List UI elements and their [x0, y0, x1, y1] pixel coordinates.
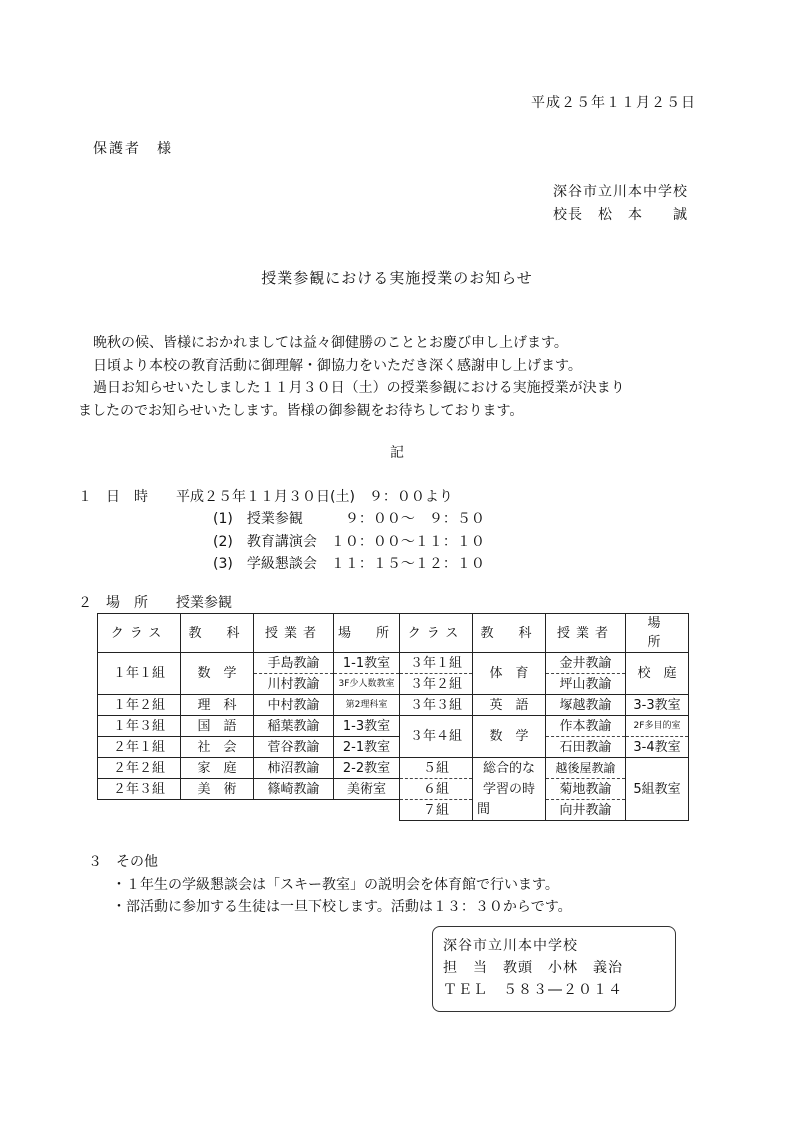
place-cell: 5組教室 — [626, 758, 689, 821]
contact-phone: ＴＥＬ ５８３―２０１４ — [443, 982, 623, 998]
header-cell: クラス — [98, 614, 181, 653]
place-cell: 2-1教室 — [334, 737, 400, 758]
teacher-cell: 中村教諭 — [254, 695, 334, 716]
teacher-cell: 手島教諭 — [254, 653, 334, 674]
teacher-cell: 越後屋教諭 — [546, 758, 626, 779]
class-cell: ３年２組 — [400, 674, 473, 695]
table-row — [98, 716, 689, 737]
class-cell: ３年１組 — [400, 653, 473, 674]
school-name: 深谷市立川本中学校 — [553, 184, 688, 200]
teacher-cell: 篠崎教諭 — [254, 779, 334, 800]
contact-box — [432, 926, 676, 1012]
empty-cell — [334, 800, 400, 821]
contact-school: 深谷市立川本中学校 — [443, 938, 578, 954]
header-cell: 場 所 — [334, 614, 400, 653]
place-cell: 校 庭 — [626, 653, 689, 695]
ki-marker: 記 — [390, 445, 404, 461]
subject-cell: 体 育 — [473, 653, 546, 695]
class-schedule-table — [97, 613, 689, 821]
document-title: 授業参観における実施授業のお知らせ — [261, 269, 533, 287]
class-cell: ２年１組 — [98, 737, 181, 758]
teacher-cell: 川村教諭 — [254, 674, 334, 695]
subject-cell: 家 庭 — [181, 758, 254, 779]
header-cell: 授業者 — [546, 614, 626, 653]
principal-name: 校長 松 本 誠 — [553, 207, 688, 223]
place-cell: 3-4教室 — [626, 737, 689, 758]
teacher-cell: 稲葉教諭 — [254, 716, 334, 737]
section-datetime-heading: １ 日 時 平成２５年１１月３０日(土) ９：００より — [78, 489, 453, 505]
place-cell: 2-2教室 — [334, 758, 400, 779]
table-row — [98, 695, 689, 716]
schedule-item: (3) 学級懇談会 １１：１５～１２：１０ — [213, 556, 485, 572]
schedule-item: (1) 授業参観 ９：００～ ９：５０ — [213, 511, 485, 527]
teacher-cell: 作本教諭 — [546, 716, 626, 737]
empty-cell — [98, 800, 334, 821]
class-cell: ２年３組 — [98, 779, 181, 800]
schedule-item: (2) 教育講演会 １０：００～１１：１０ — [213, 534, 485, 550]
subject-cell: 英 語 — [473, 695, 546, 716]
contact-person: 担 当 教頭 小林 義治 — [443, 960, 623, 976]
table-row — [98, 758, 689, 779]
header-cell: 授業者 — [254, 614, 334, 653]
teacher-cell: 坪山教諭 — [546, 674, 626, 695]
class-cell: １年２組 — [98, 695, 181, 716]
class-cell: １年３組 — [98, 716, 181, 737]
teacher-cell: 菅谷教諭 — [254, 737, 334, 758]
table-row — [98, 800, 689, 821]
place-cell: 1-3教室 — [334, 716, 400, 737]
class-cell: １年１組 — [98, 653, 181, 695]
addressee: 保護者 様 — [93, 141, 173, 157]
header-cell: 場 所 — [626, 614, 689, 653]
document-date: 平成２５年１１月２５日 — [531, 95, 696, 111]
header-cell: 教 科 — [473, 614, 546, 653]
teacher-cell: 金井教諭 — [546, 653, 626, 674]
subject-cell: 美 術 — [181, 779, 254, 800]
section-place-heading: ２ 場 所 授業参観 — [78, 595, 232, 611]
teacher-cell: 菊地教諭 — [546, 779, 626, 800]
place-cell: 第2理科室 — [334, 695, 400, 716]
class-cell: ５組 — [400, 758, 473, 779]
class-cell: ６組 — [400, 779, 473, 800]
header-cell: 教 科 — [181, 614, 254, 653]
place-cell: 3-3教室 — [626, 695, 689, 716]
subject-cell: 理 科 — [181, 695, 254, 716]
body-line: 過日お知らせいたしました１１月３０日（土）の授業参観における実施授業が決まり — [93, 380, 625, 396]
note-item: ・部活動に参加する生徒は一旦下校します。活動は１３：３０からです。 — [112, 899, 572, 915]
subject-cell: 総合的な — [473, 758, 546, 779]
section-other-heading: ３ その他 — [88, 854, 158, 870]
subject-cell: 間 — [473, 800, 546, 821]
class-cell: ３年４組 — [400, 716, 473, 758]
note-item: ・１年生の学級懇談会は「スキー教室」の説明会を体育館で行います。 — [112, 877, 559, 893]
class-cell: ３年３組 — [400, 695, 473, 716]
place-cell: 2F多目的室 — [626, 716, 689, 737]
teacher-cell: 石田教諭 — [546, 737, 626, 758]
table-row — [98, 779, 689, 800]
body-line: 日頃より本校の教育活動に御理解・御協力をいただき深く感謝申し上げます。 — [93, 358, 582, 374]
table-header-row — [98, 614, 689, 653]
class-cell: ２年２組 — [98, 758, 181, 779]
subject-cell: 数 学 — [181, 653, 254, 695]
body-line: 晩秋の候、皆様におかれましては益々御健勝のこととお慶び申し上げます。 — [93, 335, 568, 351]
table-row — [98, 737, 689, 758]
header-cell: クラス — [400, 614, 473, 653]
table-row — [98, 653, 689, 674]
teacher-cell: 塚越教諭 — [546, 695, 626, 716]
subject-cell: 数 学 — [473, 716, 546, 758]
class-cell: ７組 — [400, 800, 473, 821]
teacher-cell: 柿沼教諭 — [254, 758, 334, 779]
place-cell: 美術室 — [334, 779, 400, 800]
place-cell: 3F少人数教室 — [334, 674, 400, 695]
subject-cell: 学習の時 — [473, 779, 546, 800]
body-line: ましたのでお知らせいたします。皆様の御参観をお待ちしております。 — [78, 403, 524, 419]
subject-cell: 国 語 — [181, 716, 254, 737]
teacher-cell: 向井教諭 — [546, 800, 626, 821]
place-cell: 1-1教室 — [334, 653, 400, 674]
subject-cell: 社 会 — [181, 737, 254, 758]
